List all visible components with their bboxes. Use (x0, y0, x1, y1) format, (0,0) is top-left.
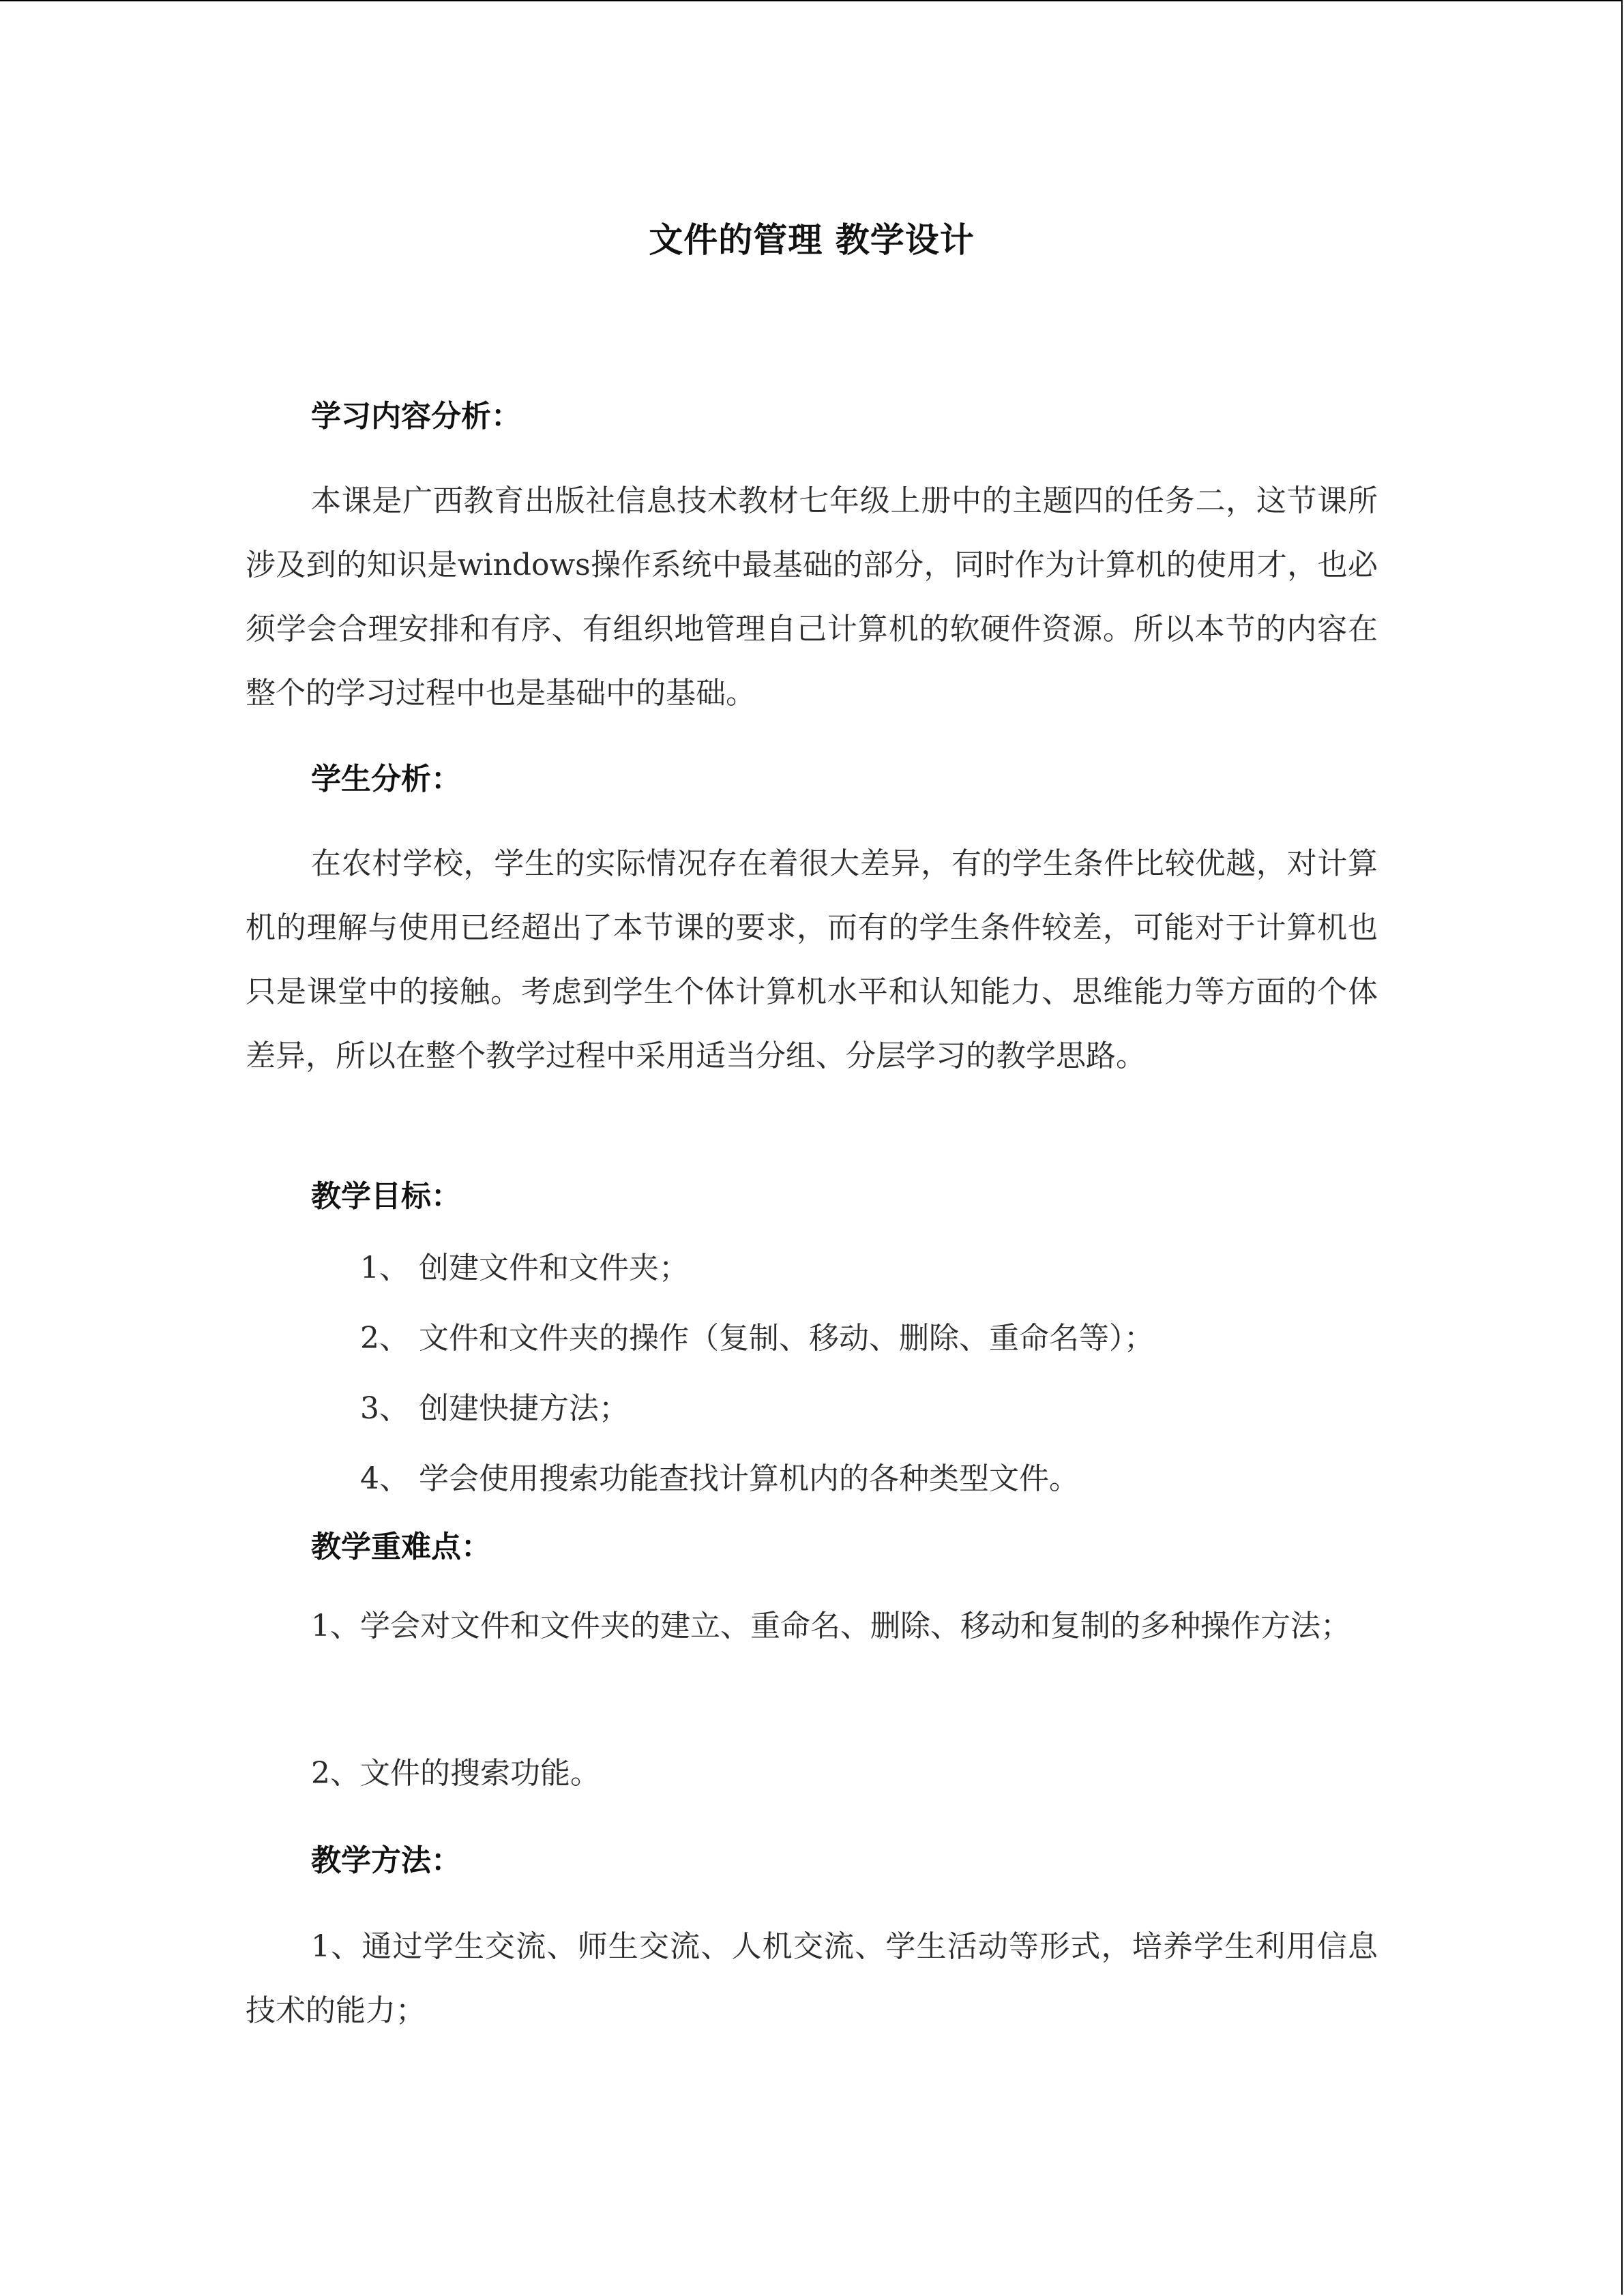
document-title: 文件的管理 教学设计 (649, 220, 975, 260)
list-item (246, 1444, 1378, 1514)
heading-student-analysis: 学生分析： (311, 762, 461, 796)
list-item-number: 1、 (360, 1251, 409, 1285)
list-item-text: 学会使用搜索功能查找计算机内的各种类型文件。 (419, 1461, 1079, 1496)
list-item-text: 创建文件和文件夹； (419, 1251, 689, 1285)
paragraph-teaching-method-1: 1、通过学生交流、师生交流、人机交流、学生活动等形式，培养学生利用信息技术的能力； (246, 1929, 1378, 2028)
list-item (246, 1373, 1378, 1444)
list-item (246, 1233, 1378, 1303)
list-item-number: 4、 (360, 1461, 409, 1496)
list-item-text: 文件和文件夹的操作（复制、移动、删除、重命名等）； (419, 1321, 1154, 1356)
paragraph-key-point-1: 1、学会对文件和文件夹的建立、重命名、删除、移动和复制的多种操作方法； (311, 1609, 1350, 1643)
list-item-text: 创建快捷方法； (419, 1391, 629, 1426)
heading-teaching-methods: 教学方法： (311, 1843, 461, 1878)
heading-key-points: 教学重难点： (311, 1530, 491, 1564)
heading-content-analysis: 学习内容分析： (311, 399, 521, 434)
teaching-goals-list (246, 1233, 1378, 1514)
paragraph-student-analysis: 在农村学校，学生的实际情况存在着很大差异，有的学生条件比较优越，对计算机的理解与使用已经超出了本节课的要求，而有的学生条件较差，可能对于计算机也只是课堂中的接触。考虑到学生个体计算机水平和认知能力、思维能力等方面的个体差异，所以在整个教学过程中采用适当分组、分层学习的教学思路。 (246, 846, 1378, 1073)
paragraph-content-analysis: 本课是广西教育出版社信息技术教材七年级上册中的主题四的任务二，这节课所涉及到的知识是windows操作系统中最基础的部分，同时作为计算机的使用才，也必须学会合理安排和有序、有组织地管理自己计算机的软硬件资源。所以本节的内容在整个的学习过程中也是基础中的基础。 (246, 483, 1378, 711)
paragraph-key-point-2: 2、文件的搜索功能。 (311, 1756, 600, 1791)
list-item-number: 3、 (360, 1391, 409, 1426)
heading-teaching-goals: 教学目标： (311, 1179, 461, 1214)
list-item (246, 1303, 1378, 1373)
list-item-number: 2、 (360, 1321, 409, 1356)
